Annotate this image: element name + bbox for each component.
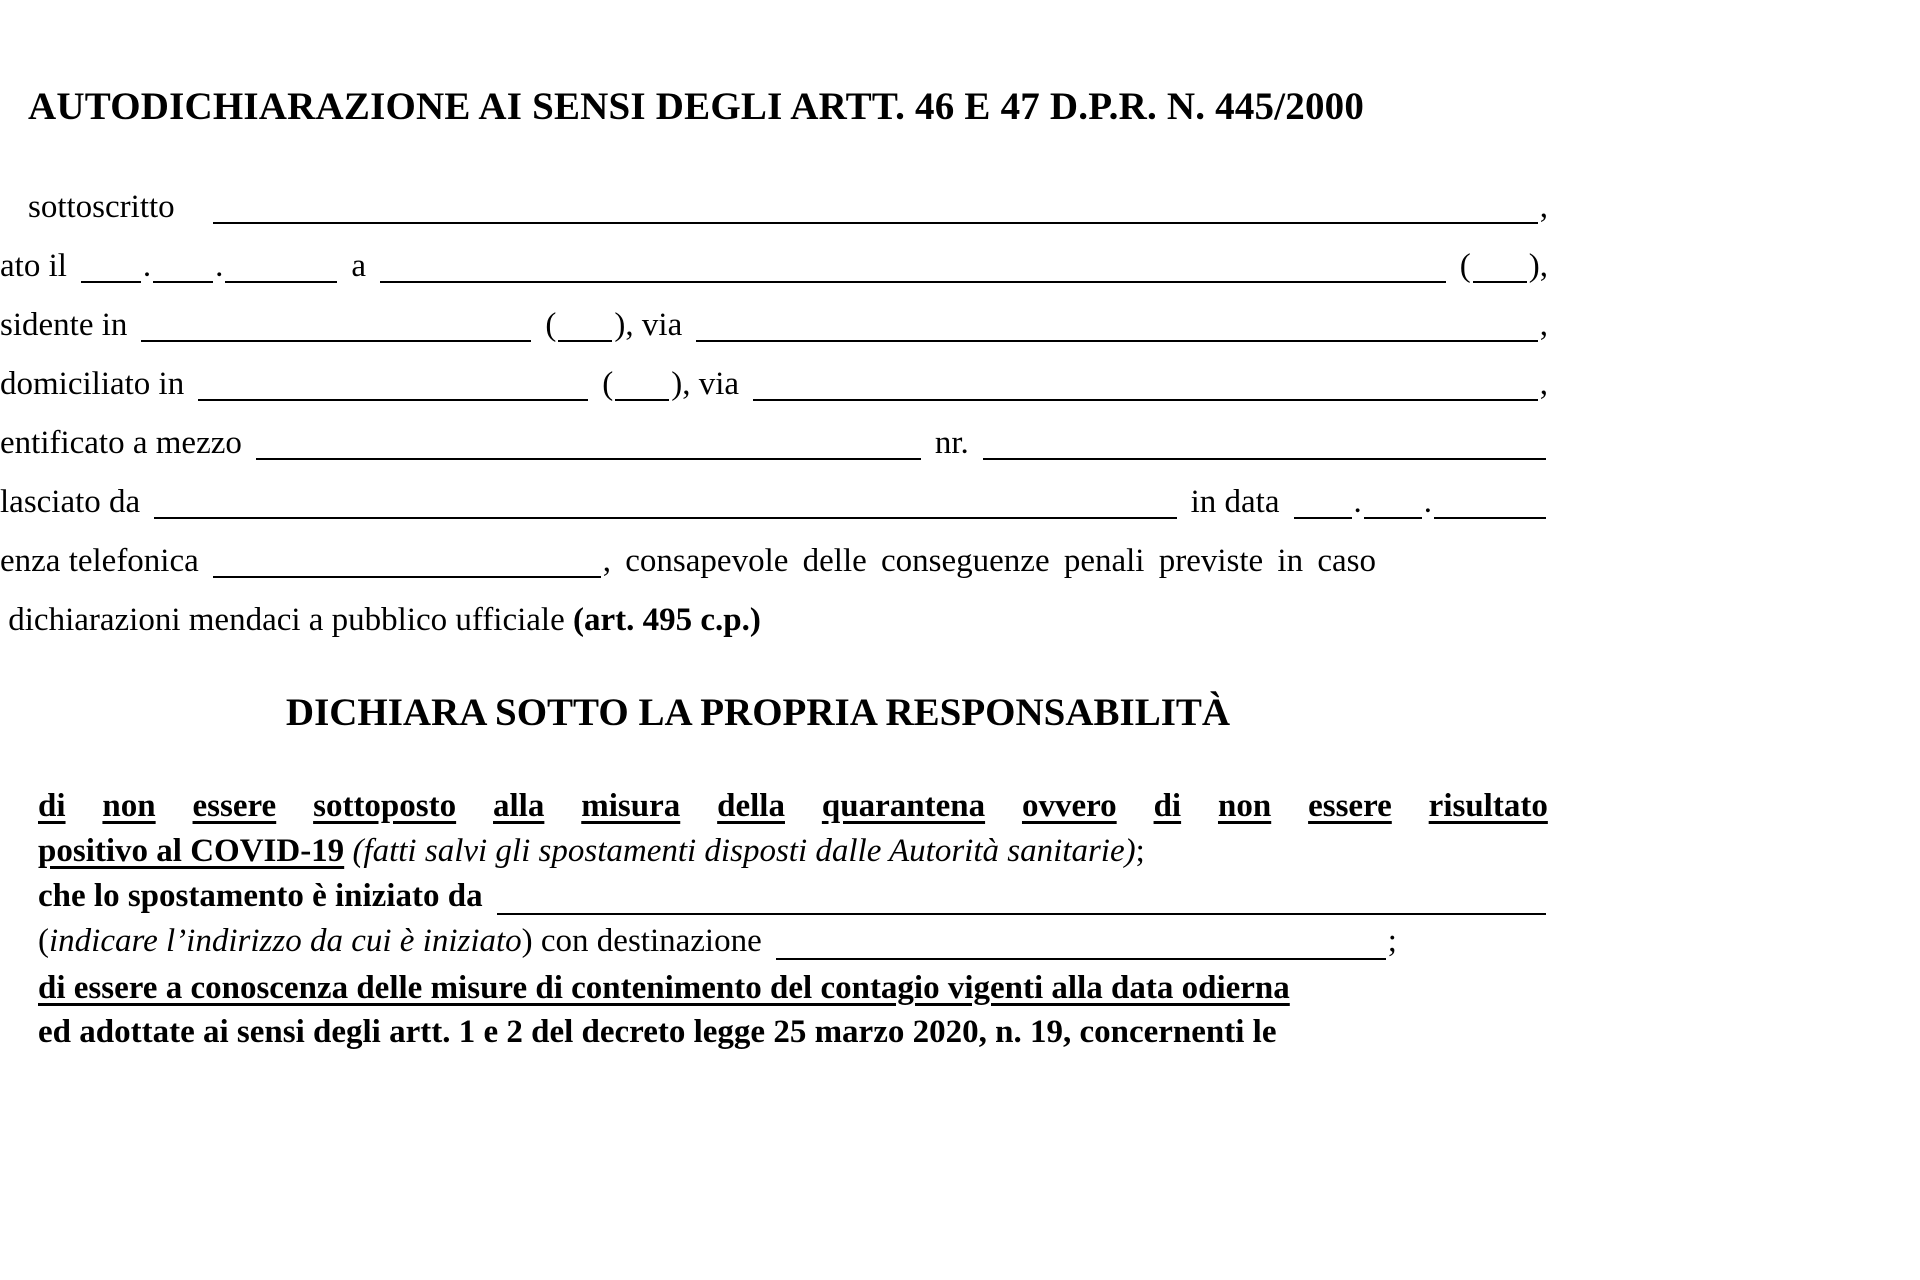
residente-label: sidente in bbox=[0, 307, 128, 343]
destination-field[interactable] bbox=[776, 930, 1386, 960]
birth-month-field[interactable] bbox=[153, 253, 213, 283]
word: non bbox=[102, 788, 156, 824]
residence-via-label: ), via bbox=[614, 307, 683, 343]
word: sottoposto bbox=[313, 788, 457, 824]
id-document-field[interactable] bbox=[256, 430, 921, 460]
row-nato bbox=[0, 243, 1548, 283]
word: della bbox=[717, 788, 785, 824]
residence-street-field[interactable] bbox=[696, 312, 1538, 342]
a-label: a bbox=[351, 248, 367, 284]
declaration-1-line-1 bbox=[38, 788, 1548, 825]
birth-province-field[interactable] bbox=[1473, 253, 1527, 283]
paren-open: ( bbox=[545, 307, 557, 343]
row-identificato bbox=[0, 420, 1548, 460]
domicile-city-field[interactable] bbox=[198, 371, 588, 401]
domiciliato-label: domiciliato in bbox=[0, 366, 185, 402]
nr-label: nr. bbox=[934, 425, 969, 461]
row-rilasciato bbox=[0, 479, 1548, 519]
word: misura bbox=[581, 788, 681, 824]
dot: . bbox=[142, 248, 152, 284]
semicolon: ; bbox=[1135, 833, 1145, 869]
declaration-2 bbox=[38, 878, 1548, 915]
declaration-heading: DICHIARA SOTTO LA PROPRIA RESPONSABILITÀ bbox=[285, 691, 1231, 734]
phone-field[interactable] bbox=[213, 548, 601, 578]
declaration-4-line-1: di essere a conoscenza delle misure di contenimento del contagio vigenti alla data odierna bbox=[38, 970, 1290, 1006]
covid-positive-text: positivo al COVID-19 bbox=[38, 833, 345, 869]
declaration-4-line-2: ed adottate ai sensi degli artt. 1 e 2 del decreto legge 25 marzo 2020, n. 19, concernenti le bbox=[38, 1014, 1277, 1050]
departure-hint: indicare l’indirizzo da cui è iniziato bbox=[49, 923, 522, 959]
word: essere bbox=[1308, 788, 1392, 824]
destination-label: ) con destinazione bbox=[521, 923, 762, 959]
word: di bbox=[38, 788, 66, 824]
dichiarazioni-text: dichiarazioni mendaci a pubblico ufficiale bbox=[0, 602, 573, 638]
consapevole-text: , consapevole delle conseguenze penali previste in caso bbox=[602, 543, 1376, 579]
id-number-field[interactable] bbox=[983, 430, 1546, 460]
dot: . bbox=[1423, 484, 1432, 520]
paren-open: ( bbox=[1459, 248, 1471, 284]
issue-month-field[interactable] bbox=[1364, 489, 1422, 519]
domicile-via-label: ), via bbox=[671, 366, 740, 402]
dot: . bbox=[1353, 484, 1362, 520]
issued-by-field[interactable] bbox=[154, 489, 1176, 519]
word: di bbox=[1153, 788, 1182, 824]
row-utenza bbox=[0, 538, 1548, 578]
comma: , bbox=[1539, 366, 1548, 402]
word: ovvero bbox=[1021, 788, 1117, 824]
birth-day-field[interactable] bbox=[81, 253, 141, 283]
residence-city-field[interactable] bbox=[141, 312, 531, 342]
departure-label: che lo spostamento è iniziato da bbox=[38, 878, 483, 914]
rilasciato-label: lasciato da bbox=[0, 484, 141, 520]
departure-address-field[interactable] bbox=[497, 885, 1546, 915]
dot: . bbox=[215, 248, 224, 284]
row-domiciliato bbox=[0, 361, 1548, 401]
birth-year-field[interactable] bbox=[225, 253, 337, 283]
in-data-label: in data bbox=[1190, 484, 1280, 520]
issue-year-field[interactable] bbox=[1434, 489, 1546, 519]
paren-open: ( bbox=[38, 923, 49, 959]
declaration-3 bbox=[38, 923, 1548, 960]
utenza-label: enza telefonica bbox=[0, 543, 199, 579]
declaration-1-line-2 bbox=[38, 833, 1548, 870]
word: non bbox=[1217, 788, 1272, 824]
residence-province-field[interactable] bbox=[558, 312, 612, 342]
paren-close: ), bbox=[1528, 248, 1548, 284]
comma: , bbox=[1539, 307, 1548, 343]
paren-open: ( bbox=[602, 366, 614, 402]
sottoscritto-label: sottoscritto bbox=[28, 189, 175, 225]
word: essere bbox=[192, 788, 277, 824]
word: risultato bbox=[1428, 788, 1548, 824]
word: quarantena bbox=[821, 788, 986, 824]
row-sottoscritto bbox=[0, 184, 1548, 224]
row-dichiarazioni bbox=[0, 597, 1548, 637]
word: alla bbox=[493, 788, 545, 824]
semicolon: ; bbox=[1387, 923, 1397, 959]
art-reference: (art. 495 c.p.) bbox=[573, 602, 761, 638]
issue-day-field[interactable] bbox=[1294, 489, 1352, 519]
domicile-province-field[interactable] bbox=[615, 371, 669, 401]
sottoscritto-field[interactable] bbox=[213, 194, 1538, 224]
document-title: AUTODICHIARAZIONE AI SENSI DEGLI ARTT. 46 E 47 D.P.R. N. 445/2000 bbox=[28, 85, 1365, 128]
identificato-label: entificato a mezzo bbox=[0, 425, 242, 461]
domicile-street-field[interactable] bbox=[753, 371, 1538, 401]
nato-label: ato il bbox=[0, 248, 67, 284]
comma: , bbox=[1539, 189, 1548, 225]
row-residente bbox=[0, 302, 1548, 342]
health-authority-note: (fatti salvi gli spostamenti disposti dalle Autorità sanitarie) bbox=[344, 833, 1136, 869]
birth-place-field[interactable] bbox=[380, 253, 1446, 283]
